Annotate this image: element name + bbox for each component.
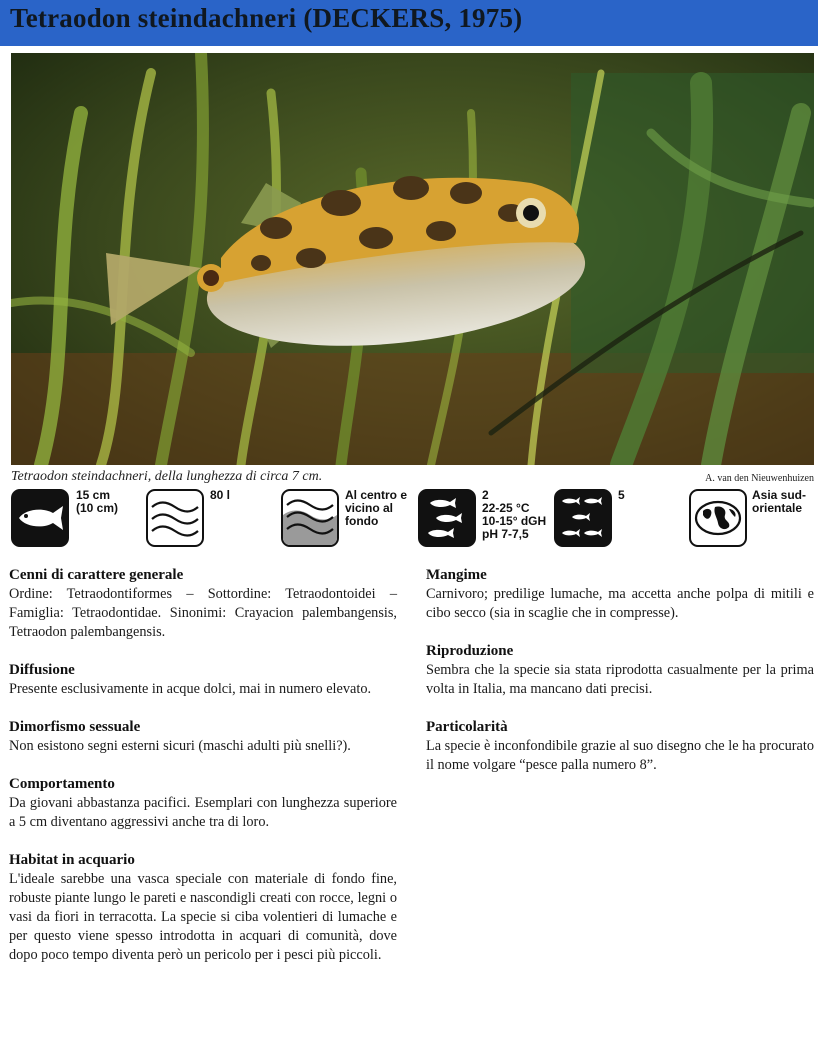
swim-zone-icon	[281, 489, 339, 547]
section-text: Ordine: Tetraodontiformes – Sottordine: Tetraodontoidei – Famiglia: Tetraodontidae. Sinonimi: Crayacion palembangensis, Tetraodon palembangensis.	[9, 586, 397, 640]
section-reproduction	[426, 642, 814, 699]
photo-credit: A. van den Nieuwenhuizen	[705, 473, 814, 484]
school-label	[618, 489, 625, 502]
fish-size-label	[76, 489, 118, 515]
distribution-line-1: Asia sud-	[752, 488, 807, 502]
fish-size-value-female: (10 cm)	[76, 501, 119, 515]
swim-zone-label	[345, 489, 407, 528]
globe-icon	[689, 489, 747, 547]
section-text: Sembra che la specie sia stata riprodotta casualmente per la prima volta in Italia, ma mancano dati precisi.	[426, 662, 814, 697]
section-heading: Particolarità	[426, 719, 508, 735]
swim-zone-line-1: Al centro e	[345, 488, 408, 502]
distribution-label	[752, 489, 806, 515]
section-heading: Diffusione	[9, 662, 75, 678]
left-column	[9, 566, 397, 984]
fish-size-value: 15 cm	[76, 488, 111, 502]
ph-value: pH 7-7,5	[482, 527, 529, 541]
fish-size-icon	[11, 489, 69, 547]
title-bar	[0, 0, 818, 46]
dgh-value: 10-15° dGH	[482, 514, 547, 528]
fish-photo-illustration	[11, 53, 814, 465]
section-peculiarity	[426, 718, 814, 775]
water-parameters-icon	[418, 489, 476, 547]
fish-photo	[11, 53, 814, 465]
section-aquarium-habitat	[9, 851, 397, 965]
section-distribution	[9, 661, 397, 699]
tank-volume-label	[210, 489, 230, 502]
section-dimorphism	[9, 718, 397, 756]
section-heading: Habitat in acquario	[9, 852, 135, 868]
school-size-value: 5	[618, 488, 625, 502]
section-food	[426, 566, 814, 623]
swim-zone-line-2: vicino al	[345, 501, 394, 515]
section-text: Non esistono segni esterni sicuri (maschi adulti più snelli?).	[9, 738, 351, 754]
section-heading: Cenni di carattere generale	[9, 567, 184, 583]
photo-caption: Tetraodon steindachneri, della lunghezza di circa 7 cm.	[11, 469, 323, 484]
distribution-line-2: orientale	[752, 501, 803, 515]
section-text: L'ideale sarebbe una vasca speciale con materiale di fondo fine, robuste piante lungo le pareti e nascondigli creati con rocce, legni o vasi da fiori in terracotta. La specie si ciba volentieri di lumache e per questo viene spesso introdotta in acquari di comunità, dove dopo poco tempo diventa però un pericolo per i pesci più piccoli.	[9, 871, 397, 963]
section-text: La specie è inconfondibile grazie al suo disegno che le ha procurato il nome volgare “pesce palla numero 8”.	[426, 738, 814, 773]
section-general	[9, 566, 397, 642]
hardness-class-value: 2	[482, 488, 489, 502]
section-behaviour	[9, 775, 397, 832]
school-icon	[554, 489, 612, 547]
swim-zone-line-3: fondo	[345, 514, 379, 528]
section-heading: Dimorfismo sessuale	[9, 719, 141, 735]
page-title: Tetraodon steindachneri (DECKERS, 1975)	[10, 3, 523, 33]
section-text: Carnivoro; predilige lumache, ma accetta anche polpa di mitili e cibo secco (sia in scaglie che in compresse).	[426, 586, 814, 621]
tank-volume-value: 80 l	[210, 488, 231, 502]
section-heading: Comportamento	[9, 776, 115, 792]
section-heading: Riproduzione	[426, 643, 514, 659]
section-heading: Mangime	[426, 567, 487, 583]
water-parameters-label	[482, 489, 546, 541]
section-text: Presente esclusivamente in acque dolci, mai in numero elevato.	[9, 681, 372, 697]
tank-volume-icon	[146, 489, 204, 547]
temperature-value: 22-25 °C	[482, 501, 530, 515]
section-text: Da giovani abbastanza pacifici. Esemplari con lunghezza superiore a 5 cm diventano aggressivi anche tra di loro.	[9, 795, 397, 830]
right-column	[426, 566, 814, 794]
